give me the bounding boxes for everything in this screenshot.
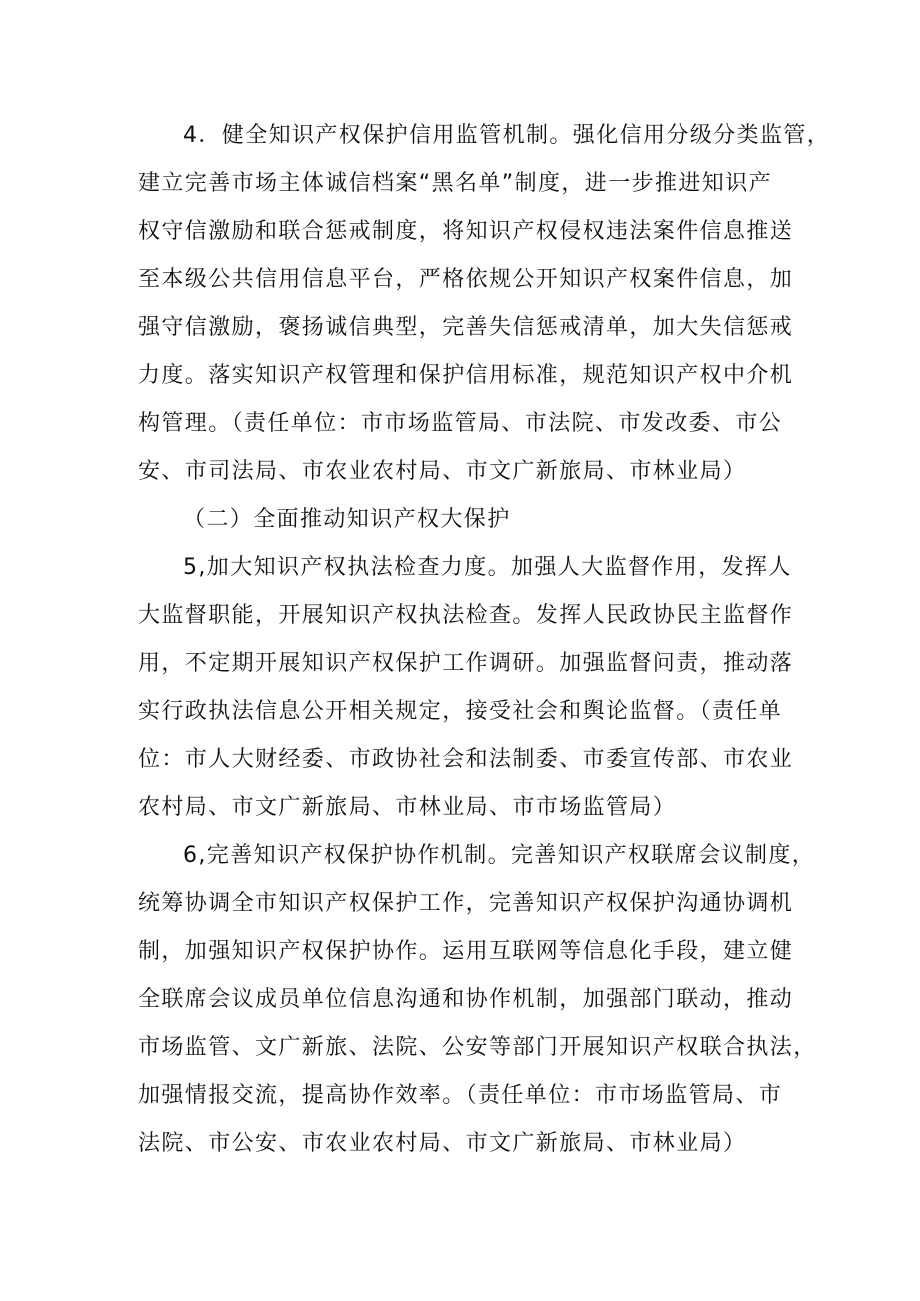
paragraph-6-line-5: 市场监管、文广新旅、法院、公安等部门开展知识产权联合执法， [138, 1035, 817, 1060]
paragraph-6-line-3: 制，加强知识产权保护协作。运用互联网等信息化手段，建立健 [138, 939, 794, 964]
paragraph-4-line-4: 至本级公共信用信息平台，严格依规公开知识产权案件信息，加 [138, 267, 794, 292]
section-heading: （二）全面推动知识产权大保护 [183, 507, 511, 532]
paragraph-4-line-2: 建立完善市场主体诚信档案“黑名单”制度，进一步推进知识产 [138, 171, 772, 196]
paragraph-6-line-1: 6,完善知识产权保护协作机制。完善知识产权联席会议制度， [183, 843, 816, 868]
paragraph-4-line-7: 构管理。（责任单位：市市场监管局、市法院、市发改委、市公 [138, 411, 783, 436]
paragraph-5-line-1: 5,加大知识产权执法检查力度。加强人大监督作用，发挥人 [183, 555, 792, 580]
paragraph-6-line-2: 统筹协调全市知识产权保护工作，完善知识产权保护沟通协调机 [138, 891, 794, 916]
paragraph-5-line-3: 用，不定期开展知识产权保护工作调研。加强监督问责，推动落 [138, 651, 794, 676]
paragraph-4-line-1: 4．健全知识产权保护信用监管机制。强化信用分级分类监管， [183, 123, 831, 148]
paragraph-4-line-5: 强守信激励，褒扬诚信典型，完善失信惩戒清单，加大失信惩戒 [138, 315, 794, 340]
paragraph-6-line-7: 法院、市公安、市农业农村局、市文广新旅局、市林业局） [138, 1131, 747, 1156]
paragraph-5-line-6: 农村局、市文广新旅局、市林业局、市市场监管局） [138, 795, 677, 820]
paragraph-4-line-6: 力度。落实知识产权管理和保护信用标准，规范知识产权中介机 [138, 363, 794, 388]
paragraph-5-line-2: 大监督职能，开展知识产权执法检查。发挥人民政协民主监督作 [138, 603, 794, 628]
paragraph-4-line-3: 权守信激励和联合惩戒制度，将知识产权侵权违法案件信息推送 [138, 219, 794, 244]
paragraph-5-line-5: 位：市人大财经委、市政协社会和法制委、市委宣传部、市农业 [138, 747, 794, 772]
paragraph-4-line-8: 安、市司法局、市农业农村局、市文广新旅局、市林业局） [138, 459, 747, 484]
paragraph-6-line-6: 加强情报交流，提高协作效率。（责任单位：市市场监管局、市 [138, 1083, 783, 1108]
paragraph-5-line-4: 实行政执法信息公开相关规定，接受社会和舆论监督。（责任单 [138, 699, 783, 724]
paragraph-6-line-4: 全联席会议成员单位信息沟通和协作机制，加强部门联动，推动 [138, 987, 794, 1012]
